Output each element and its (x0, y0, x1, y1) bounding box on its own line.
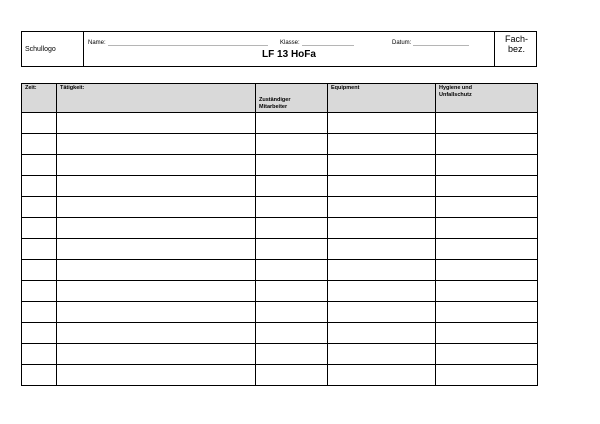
table-row (22, 197, 538, 218)
table-cell[interactable] (256, 260, 328, 281)
school-logo-placeholder (22, 32, 84, 66)
table-cell[interactable] (328, 155, 436, 176)
table-cell[interactable] (328, 302, 436, 323)
table-cell[interactable] (328, 323, 436, 344)
table-row (22, 176, 538, 197)
table-row (22, 260, 538, 281)
table-cell[interactable] (57, 218, 256, 239)
table-row (22, 113, 538, 134)
table-row (22, 155, 538, 176)
table-cell[interactable] (256, 344, 328, 365)
table-cell[interactable] (22, 365, 57, 386)
table-cell[interactable] (256, 239, 328, 260)
table-cell[interactable] (256, 134, 328, 155)
table-cell[interactable] (22, 239, 57, 260)
table-cell[interactable] (436, 323, 538, 344)
table-cell[interactable] (256, 218, 328, 239)
table-cell[interactable] (256, 176, 328, 197)
subject-box (494, 32, 538, 66)
datum-line[interactable] (413, 39, 469, 46)
table-cell[interactable] (57, 323, 256, 344)
table-cell[interactable] (57, 239, 256, 260)
klasse-line[interactable] (302, 39, 354, 46)
table-header-row (22, 84, 538, 113)
hygiene-label-line1: Hygiene und (439, 85, 473, 91)
table-cell[interactable] (256, 113, 328, 134)
table-cell[interactable] (57, 260, 256, 281)
table-row (22, 365, 538, 386)
table-cell[interactable] (256, 155, 328, 176)
table-cell[interactable] (256, 323, 328, 344)
column-header-mitarbeiter (256, 84, 328, 113)
table-cell[interactable] (256, 365, 328, 386)
subject-label-line1: Fach- (504, 34, 528, 44)
mitarbeiter-label-line2: Mitarbeiter (259, 104, 288, 110)
table-cell[interactable] (22, 302, 57, 323)
table-cell[interactable] (22, 281, 57, 302)
table-cell[interactable] (57, 302, 256, 323)
table-cell[interactable] (256, 281, 328, 302)
table-cell[interactable] (22, 134, 57, 155)
table-cell[interactable] (436, 344, 538, 365)
table-cell[interactable] (328, 260, 436, 281)
table-cell[interactable] (328, 365, 436, 386)
column-header-taetigkeit: Tätigkeit: (57, 84, 256, 113)
table-cell[interactable] (57, 155, 256, 176)
table-cell[interactable] (328, 134, 436, 155)
table-cell[interactable] (328, 218, 436, 239)
column-header-zeit: Zeit: (22, 84, 57, 113)
table-cell[interactable] (57, 134, 256, 155)
klasse-field[interactable] (280, 39, 354, 46)
table-cell[interactable] (436, 155, 538, 176)
table-cell[interactable] (328, 239, 436, 260)
table-cell[interactable] (57, 113, 256, 134)
school-logo-label: Schullogo (25, 45, 56, 53)
table-cell[interactable] (57, 176, 256, 197)
datum-label: Datum: (392, 40, 412, 46)
table-cell[interactable] (328, 344, 436, 365)
activity-table (21, 83, 538, 386)
table-cell[interactable] (436, 176, 538, 197)
table-cell[interactable] (436, 239, 538, 260)
table-row (22, 239, 538, 260)
table-row (22, 218, 538, 239)
table-cell[interactable] (328, 113, 436, 134)
table-row (22, 344, 538, 365)
table-cell[interactable] (328, 197, 436, 218)
table-cell[interactable] (436, 134, 538, 155)
table-cell[interactable] (57, 197, 256, 218)
table-body (22, 113, 538, 386)
table-cell[interactable] (57, 281, 256, 302)
table-cell[interactable] (57, 365, 256, 386)
name-label: Name: (88, 40, 106, 46)
column-header-hygiene (436, 84, 538, 113)
header-fields (84, 32, 494, 66)
datum-field[interactable] (392, 39, 469, 46)
name-line[interactable] (108, 39, 268, 46)
table-row (22, 302, 538, 323)
klasse-label: Klasse: (280, 40, 300, 46)
table-cell[interactable] (436, 218, 538, 239)
table-cell[interactable] (22, 113, 57, 134)
table-cell[interactable] (436, 260, 538, 281)
column-header-equipment: Equipment (328, 84, 436, 113)
page-title: LF 13 HoFa (262, 49, 316, 60)
table-cell[interactable] (22, 197, 57, 218)
table-cell[interactable] (436, 281, 538, 302)
table-row (22, 134, 538, 155)
table-cell[interactable] (57, 344, 256, 365)
table-cell[interactable] (256, 197, 328, 218)
table-cell[interactable] (22, 176, 57, 197)
name-field[interactable] (88, 39, 268, 46)
worksheet-header (21, 31, 537, 67)
mitarbeiter-label-line1: Zuständiger (259, 97, 291, 103)
table-cell[interactable] (22, 260, 57, 281)
table-cell[interactable] (22, 344, 57, 365)
table-cell[interactable] (436, 302, 538, 323)
table-cell[interactable] (328, 281, 436, 302)
hygiene-label-line2: Unfallschutz (439, 92, 472, 98)
table-cell[interactable] (436, 197, 538, 218)
table-row (22, 281, 538, 302)
table-cell[interactable] (436, 113, 538, 134)
subject-label-line2: bez. (507, 44, 525, 54)
table-row (22, 323, 538, 344)
table-cell[interactable] (22, 218, 57, 239)
table-cell[interactable] (22, 155, 57, 176)
table-cell[interactable] (256, 302, 328, 323)
table-cell[interactable] (328, 176, 436, 197)
table-cell[interactable] (22, 323, 57, 344)
table-cell[interactable] (436, 365, 538, 386)
